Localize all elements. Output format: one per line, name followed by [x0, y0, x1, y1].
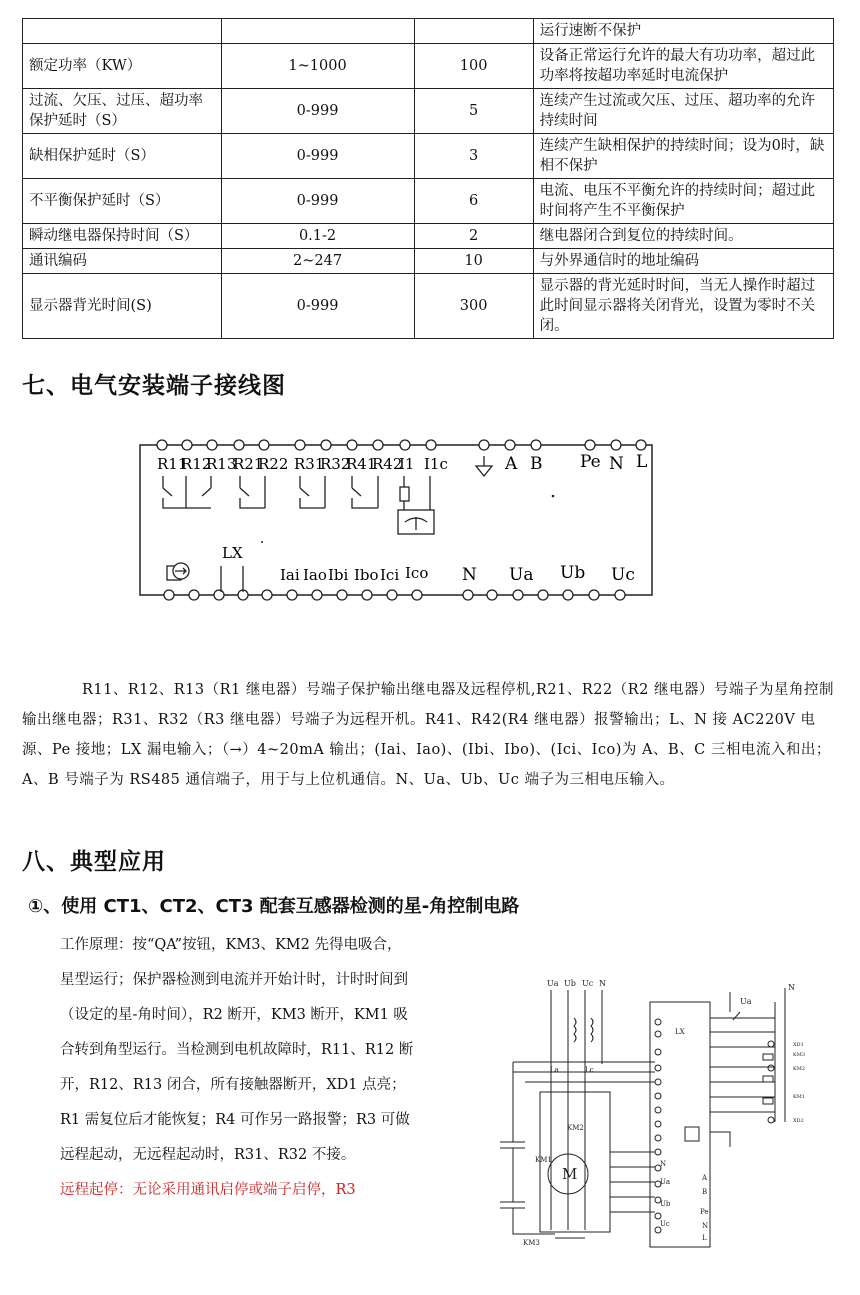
circuit-label: Uc: [582, 979, 594, 988]
terminal-label: I1: [399, 455, 415, 473]
circuit-label: Ub: [564, 979, 576, 988]
terminal-screw-icon: [207, 440, 217, 450]
terminal-screw-icon: [655, 1213, 661, 1219]
relay-contacts: [163, 476, 434, 534]
circuit-label: Lc: [585, 1066, 594, 1074]
terminal-screw-icon: [479, 440, 489, 450]
terminal-screw-icon: [164, 590, 174, 600]
terminal-screw-icon: [513, 590, 523, 600]
working-principle: [60, 928, 415, 1208]
circuit-label: N: [599, 979, 606, 988]
table-cell-default: 300: [414, 274, 533, 339]
terminal-description: R11、R12、R13（R1 继电器）号端子保护输出继电器及远程停机,R21、R22（R2 继电器）号端子为星角控制输出继电器；R31、R32（R3 继电器）号端子为远程开机。R41、R42(R4 继电器）报警输出；L、N 接 AC220V 电源、Pe 接地；LX 漏电输入；（→）4~20mA 输出；(Iai、Iao)、(Ibi、Ibo)、(Ici、Ico)为 A、B、C 三相电流入和出；A、B 号端子为 RS485 通信端子，用于与上位机通信。N、Ua、Ub、Uc 端子为三相电压输入。: [22, 682, 834, 788]
terminal-label: Ibi: [328, 566, 349, 584]
terminal-label: Pe: [580, 452, 601, 472]
circuit-label: KM1: [793, 1094, 806, 1100]
terminal-screw-icon: [655, 1031, 661, 1037]
circuit-label: Ub: [660, 1200, 671, 1208]
terminal-screw-icon: [655, 1107, 661, 1113]
circuit-label: N: [660, 1160, 667, 1168]
table-cell-range: 0-999: [221, 274, 414, 339]
table-cell-desc: 连续产生缺相保护的持续时间；设为0时，缺相不保护: [533, 134, 833, 179]
terminal-screw-icon: [412, 590, 422, 600]
terminal-screw-icon: [234, 440, 244, 450]
table-cell-name: 瞬动继电器保持时间（S）: [23, 224, 222, 249]
terminal-screw-icon: [259, 440, 269, 450]
terminal-label: R22: [258, 455, 289, 473]
terminal-label: Uc: [611, 565, 635, 585]
table-cell-name: 显示器背光时间(S): [23, 274, 222, 339]
remote-start-note: 远程起停：无论采用通讯启停或端子启停，R3: [60, 1182, 356, 1198]
table-cell-desc: 设备正常运行允许的最大有功功率，超过此功率将按超功率延时电流保护: [533, 44, 833, 89]
circuit-label: Ua: [660, 1178, 671, 1186]
terminal-label: Iao: [303, 566, 327, 584]
terminal-label: Ub: [560, 563, 586, 583]
circuit-label: L: [702, 1234, 707, 1242]
terminal-screw-icon: [589, 590, 599, 600]
terminal-screw-icon: [214, 590, 224, 600]
motor-symbol: M: [562, 1165, 578, 1183]
application-subtitle: ①、使用 CT1、CT2、CT3 配套互感器检测的星-角控制电路: [28, 896, 520, 917]
table-cell-range: [221, 19, 414, 44]
table-cell-range: 2~247: [221, 249, 414, 274]
terminal-screw-icon: [636, 440, 646, 450]
table-cell-desc: 与外界通信时的地址编码: [533, 249, 833, 274]
terminal-screw-icon: [655, 1065, 661, 1071]
terminal-screw-icon: [262, 590, 272, 600]
table-row: [23, 134, 834, 179]
section-8-title: 八、典型应用: [22, 849, 166, 875]
table-cell-default: 10: [414, 249, 533, 274]
terminal-label: Ibo: [354, 566, 379, 584]
terminal-label: Ico: [405, 564, 429, 582]
table-cell-default: 100: [414, 44, 533, 89]
terminal-label: L: [636, 452, 648, 472]
terminal-screw-icon: [655, 1121, 661, 1127]
circuit-label: Ua: [740, 997, 752, 1006]
circuit-label: KM3: [523, 1239, 540, 1247]
circuit-label: KM3: [793, 1052, 806, 1058]
table-cell-name: 不平衡保护延时（S）: [23, 179, 222, 224]
terminal-screw-icon: [400, 440, 410, 450]
terminal-label: I1c: [424, 455, 448, 473]
terminal-label: B: [530, 454, 543, 474]
table-cell-desc: 继电器闭合到复位的持续时间。: [533, 224, 833, 249]
terminal-screw-icon: [287, 590, 297, 600]
table-row: [23, 274, 834, 339]
terminal-screw-icon: [157, 440, 167, 450]
terminal-label: Iai: [280, 566, 300, 584]
circuit-label: Uc: [660, 1220, 670, 1228]
terminal-screw-icon: [387, 590, 397, 600]
terminal-screw-icon: [563, 590, 573, 600]
table-row: [23, 44, 834, 89]
circuit-label: KM2: [567, 1124, 584, 1132]
terminal-screw-icon: [655, 1149, 661, 1155]
table-row: [23, 179, 834, 224]
circuit-label: N: [702, 1222, 709, 1230]
table-cell-name: 额定功率（KW）: [23, 44, 222, 89]
terminal-screw-icon: [321, 440, 331, 450]
terminal-screw-icon: [655, 1049, 661, 1055]
terminal-label: R11: [157, 455, 188, 473]
circuit-label: Pe: [700, 1208, 709, 1216]
terminal-screw-icon: [655, 1093, 661, 1099]
circuit-label: XD1: [793, 1042, 804, 1048]
terminal-wiring-diagram: [0, 432, 860, 662]
table-row: [23, 224, 834, 249]
circuit-label: A: [702, 1174, 708, 1182]
terminal-screw-icon: [655, 1079, 661, 1085]
terminal-label: Ua: [509, 565, 534, 585]
circuit-label: B: [702, 1188, 708, 1196]
table-cell-default: 6: [414, 179, 533, 224]
table-cell-name: [23, 19, 222, 44]
terminal-screw-icon: [295, 440, 305, 450]
terminal-screw-icon: [373, 440, 383, 450]
terminal-label: R41: [346, 455, 377, 473]
terminal-screw-icon: [487, 590, 497, 600]
terminal-label: Ici: [380, 566, 400, 584]
terminal-label: A: [505, 454, 518, 474]
table-cell-desc: 电流、电压不平衡允许的持续时间；超过此时间将产生不平衡保护: [533, 179, 833, 224]
terminal-label: R42: [372, 455, 403, 473]
table-cell-name: 通讯编码: [23, 249, 222, 274]
star-delta-circuit-diagram: [495, 972, 825, 1262]
parameter-table: [22, 18, 834, 339]
table-cell-default: 3: [414, 134, 533, 179]
table-cell-desc: 连续产生过流或欠压、过压、超功率的允许持续时间: [533, 89, 833, 134]
circuit-label: Ua: [547, 979, 559, 988]
table-cell-range: 1~1000: [221, 44, 414, 89]
table-cell-desc: 显示器的背光延时时间，当无人操作时超过此时间显示器将关闭背光，设置为零时不关闭。: [533, 274, 833, 339]
terminal-screw-icon: [312, 590, 322, 600]
terminal-label: R31: [294, 455, 325, 473]
terminal-screw-icon: [426, 440, 436, 450]
table-row: [23, 89, 834, 134]
terminal-screw-icon: [611, 440, 621, 450]
ground-icon: [476, 456, 492, 476]
section-7-title: 七、电气安装端子接线图: [22, 373, 286, 399]
table-cell-range: 0-999: [221, 179, 414, 224]
terminal-label: R12: [181, 455, 212, 473]
terminal-screw-icon: [189, 590, 199, 600]
table-cell-name: 缺相保护延时（S）: [23, 134, 222, 179]
terminal-label: R32: [320, 455, 351, 473]
terminal-label: R21: [233, 455, 264, 473]
terminal-screw-icon: [655, 1135, 661, 1141]
terminal-screw-icon: [505, 440, 515, 450]
terminal-screw-icon: [337, 590, 347, 600]
terminal-screw-icon: [615, 590, 625, 600]
terminal-screw-icon: [182, 440, 192, 450]
circuit-label: La: [550, 1066, 559, 1074]
circuit-label: KM2: [793, 1066, 806, 1072]
terminal-screw-icon: [463, 590, 473, 600]
circuit-label: LX: [675, 1028, 685, 1036]
table-cell-default: [414, 19, 533, 44]
terminal-label: N: [462, 565, 477, 585]
terminal-screw-icon: [655, 1019, 661, 1025]
working-principle-text: 工作原理：按“QA”按钮，KM3、KM2 先得电吸合，星型运行；保护器检测到电流并开始计时，计时时间到（设定的星-角时间），R2 断开，KM3 断开，KM1 吸合转到角型运行。当检测到电机故障时，R11、R12 断开，R12、R13 闭合，所有接触器断开，XD1 点亮；R1 需复位后才能恢复；R4 可作另一路报警；R3 可做远程起动，无远程起动时，R31、R32 不接。: [60, 937, 414, 1163]
terminal-screw-icon: [538, 590, 548, 600]
circuit-label: XD2: [793, 1118, 804, 1124]
terminal-screw-icon: [531, 440, 541, 450]
table-cell-name: 过流、欠压、过压、超功率保护延时（S）: [23, 89, 222, 134]
terminal-label: R13: [206, 455, 237, 473]
table-cell-range: 0-999: [221, 89, 414, 134]
terminal-screw-icon: [585, 440, 595, 450]
table-cell-default: 2: [414, 224, 533, 249]
terminal-label: N: [609, 454, 624, 474]
terminal-label: LX: [222, 544, 243, 562]
table-cell-default: 5: [414, 89, 533, 134]
table-cell-range: 0-999: [221, 134, 414, 179]
terminal-screw-icon: [347, 440, 357, 450]
circuit-label: KM1: [535, 1156, 552, 1164]
circuit-label: N: [788, 983, 795, 992]
terminal-screw-icon: [362, 590, 372, 600]
table-row: [23, 249, 834, 274]
table-cell-range: 0.1-2: [221, 224, 414, 249]
table-cell-desc: 运行速断不保护: [533, 19, 833, 44]
table-row: [23, 19, 834, 44]
